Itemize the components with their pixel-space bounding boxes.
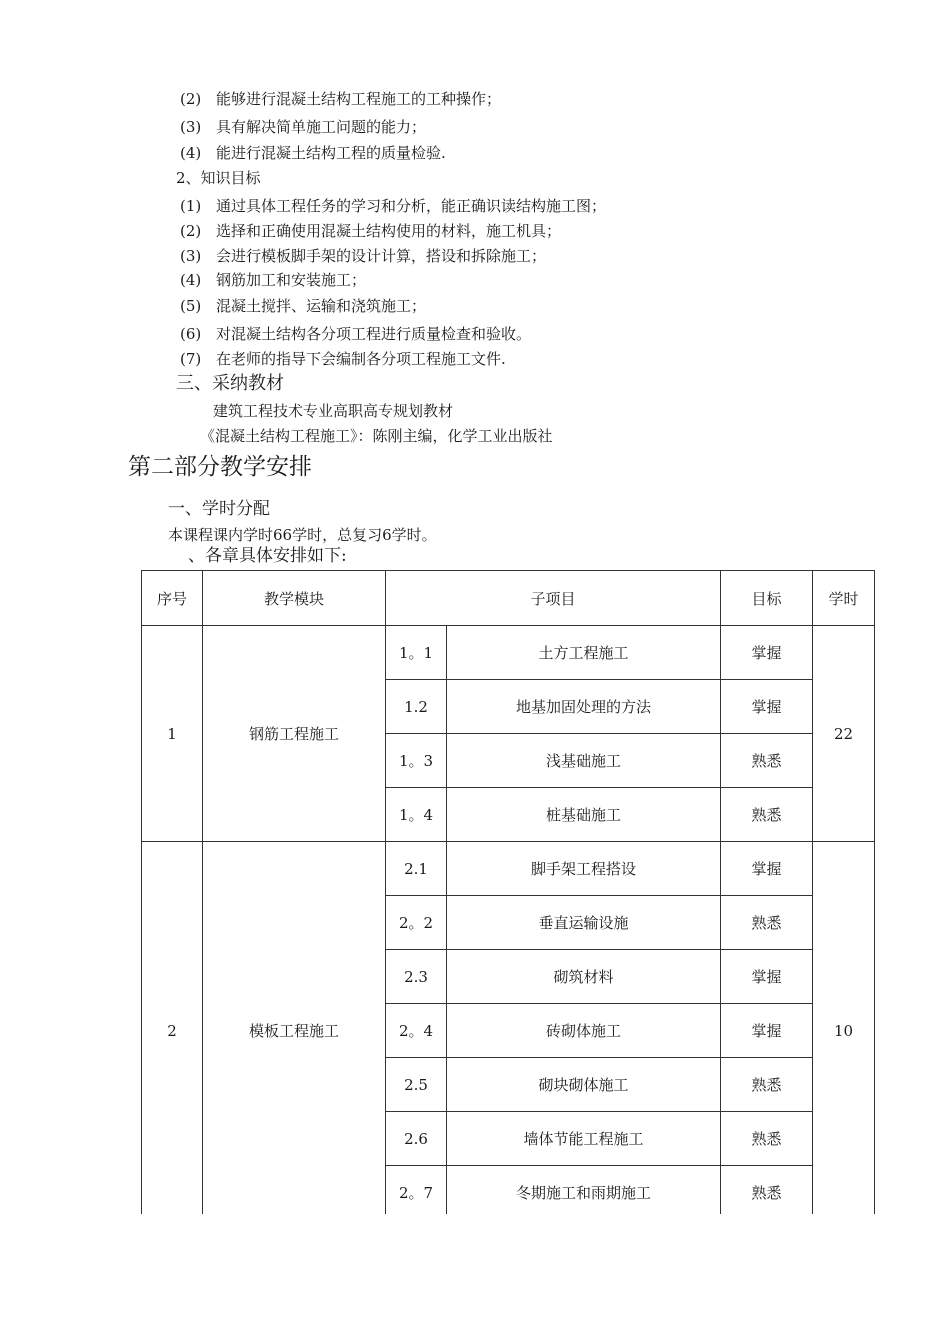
group-2-hours: 10 (813, 842, 875, 1220)
row-goal: 熟悉 (721, 896, 813, 950)
skill-item-4: (4) 能进行混凝土结构工程的质量检验. (180, 144, 446, 162)
textbook-line-2: 《混凝土结构工程施工》：陈刚主编，化学工业出版社 (200, 427, 553, 445)
row-goal: 掌握 (721, 1004, 813, 1058)
row-code: 2。7 (386, 1166, 447, 1220)
row-code: 2.6 (386, 1112, 447, 1166)
textbook-line-1: 建筑工程技术专业高职高专规划教材 (213, 402, 454, 420)
schedule-table (141, 570, 875, 1220)
knowledge-item-1: (1) 通过具体工程任务的学习和分析，能正确识读结构施工图； (180, 197, 607, 215)
table-header-row (142, 571, 875, 626)
header-goal: 目标 (721, 571, 813, 626)
group-2-module: 模板工程施工 (203, 842, 386, 1220)
row-code: 2.1 (386, 842, 447, 896)
header-hours: 学时 (813, 571, 875, 626)
knowledge-item-5: (5) 混凝土搅拌、运输和浇筑施工； (180, 297, 427, 315)
skill-item-2: (2) 能够进行混凝土结构工程施工的工种操作； (180, 90, 502, 108)
textbook-heading: 三、采纳教材 (176, 373, 284, 394)
group-1-hours: 22 (813, 626, 875, 842)
row-goal: 掌握 (721, 842, 813, 896)
row-goal: 掌握 (721, 950, 813, 1004)
hours-heading: 一、学时分配 (168, 499, 270, 519)
knowledge-item-6: (6) 对混凝土结构各分项工程进行质量检查和验收。 (180, 325, 532, 343)
row-goal: 掌握 (721, 680, 813, 734)
row-goal: 熟悉 (721, 1058, 813, 1112)
group-1-module: 钢筋工程施工 (203, 626, 386, 842)
table-row (142, 842, 875, 896)
knowledge-heading: 2、知识目标 (176, 169, 261, 187)
table-row (142, 626, 875, 680)
header-module: 教学模块 (203, 571, 386, 626)
row-name: 墙体节能工程施工 (447, 1112, 721, 1166)
row-code: 2.5 (386, 1058, 447, 1112)
row-code: 1。3 (386, 734, 447, 788)
row-name: 桩基础施工 (447, 788, 721, 842)
row-code: 1。1 (386, 626, 447, 680)
row-code: 2。4 (386, 1004, 447, 1058)
row-code: 1。4 (386, 788, 447, 842)
header-subproject: 子项目 (386, 571, 721, 626)
row-code: 2。2 (386, 896, 447, 950)
group-1-seq: 1 (142, 626, 203, 842)
row-goal: 熟悉 (721, 1112, 813, 1166)
page-bottom-margin (141, 1214, 875, 1344)
header-seq: 序号 (142, 571, 203, 626)
part2-title: 第二部分教学安排 (128, 454, 312, 480)
row-name: 土方工程施工 (447, 626, 721, 680)
group-2-seq: 2 (142, 842, 203, 1220)
row-name: 砖砌体施工 (447, 1004, 721, 1058)
row-name: 冬期施工和雨期施工 (447, 1166, 721, 1220)
row-name: 砌筑材料 (447, 950, 721, 1004)
knowledge-item-4: (4) 钢筋加工和安装施工； (180, 271, 367, 289)
row-name: 脚手架工程搭设 (447, 842, 721, 896)
row-name: 地基加固处理的方法 (447, 680, 721, 734)
chapters-heading: 、各章具体安排如下: (188, 546, 347, 566)
row-goal: 熟悉 (721, 734, 813, 788)
row-name: 砌块砌体施工 (447, 1058, 721, 1112)
knowledge-item-7: (7) 在老师的指导下会编制各分项工程施工文件. (180, 350, 506, 368)
row-code: 2.3 (386, 950, 447, 1004)
row-goal: 掌握 (721, 626, 813, 680)
knowledge-item-3: (3) 会进行模板脚手架的设计计算，搭设和拆除施工； (180, 247, 547, 265)
knowledge-item-2: (2) 选择和正确使用混凝土结构使用的材料，施工机具； (180, 222, 562, 240)
row-code: 1.2 (386, 680, 447, 734)
row-name: 浅基础施工 (447, 734, 721, 788)
hours-text: 本课程课内学时66学时，总复习6学时。 (168, 526, 437, 544)
skill-item-3: (3) 具有解决简单施工问题的能力； (180, 118, 427, 136)
row-goal: 熟悉 (721, 1166, 813, 1220)
row-goal: 熟悉 (721, 788, 813, 842)
row-name: 垂直运输设施 (447, 896, 721, 950)
